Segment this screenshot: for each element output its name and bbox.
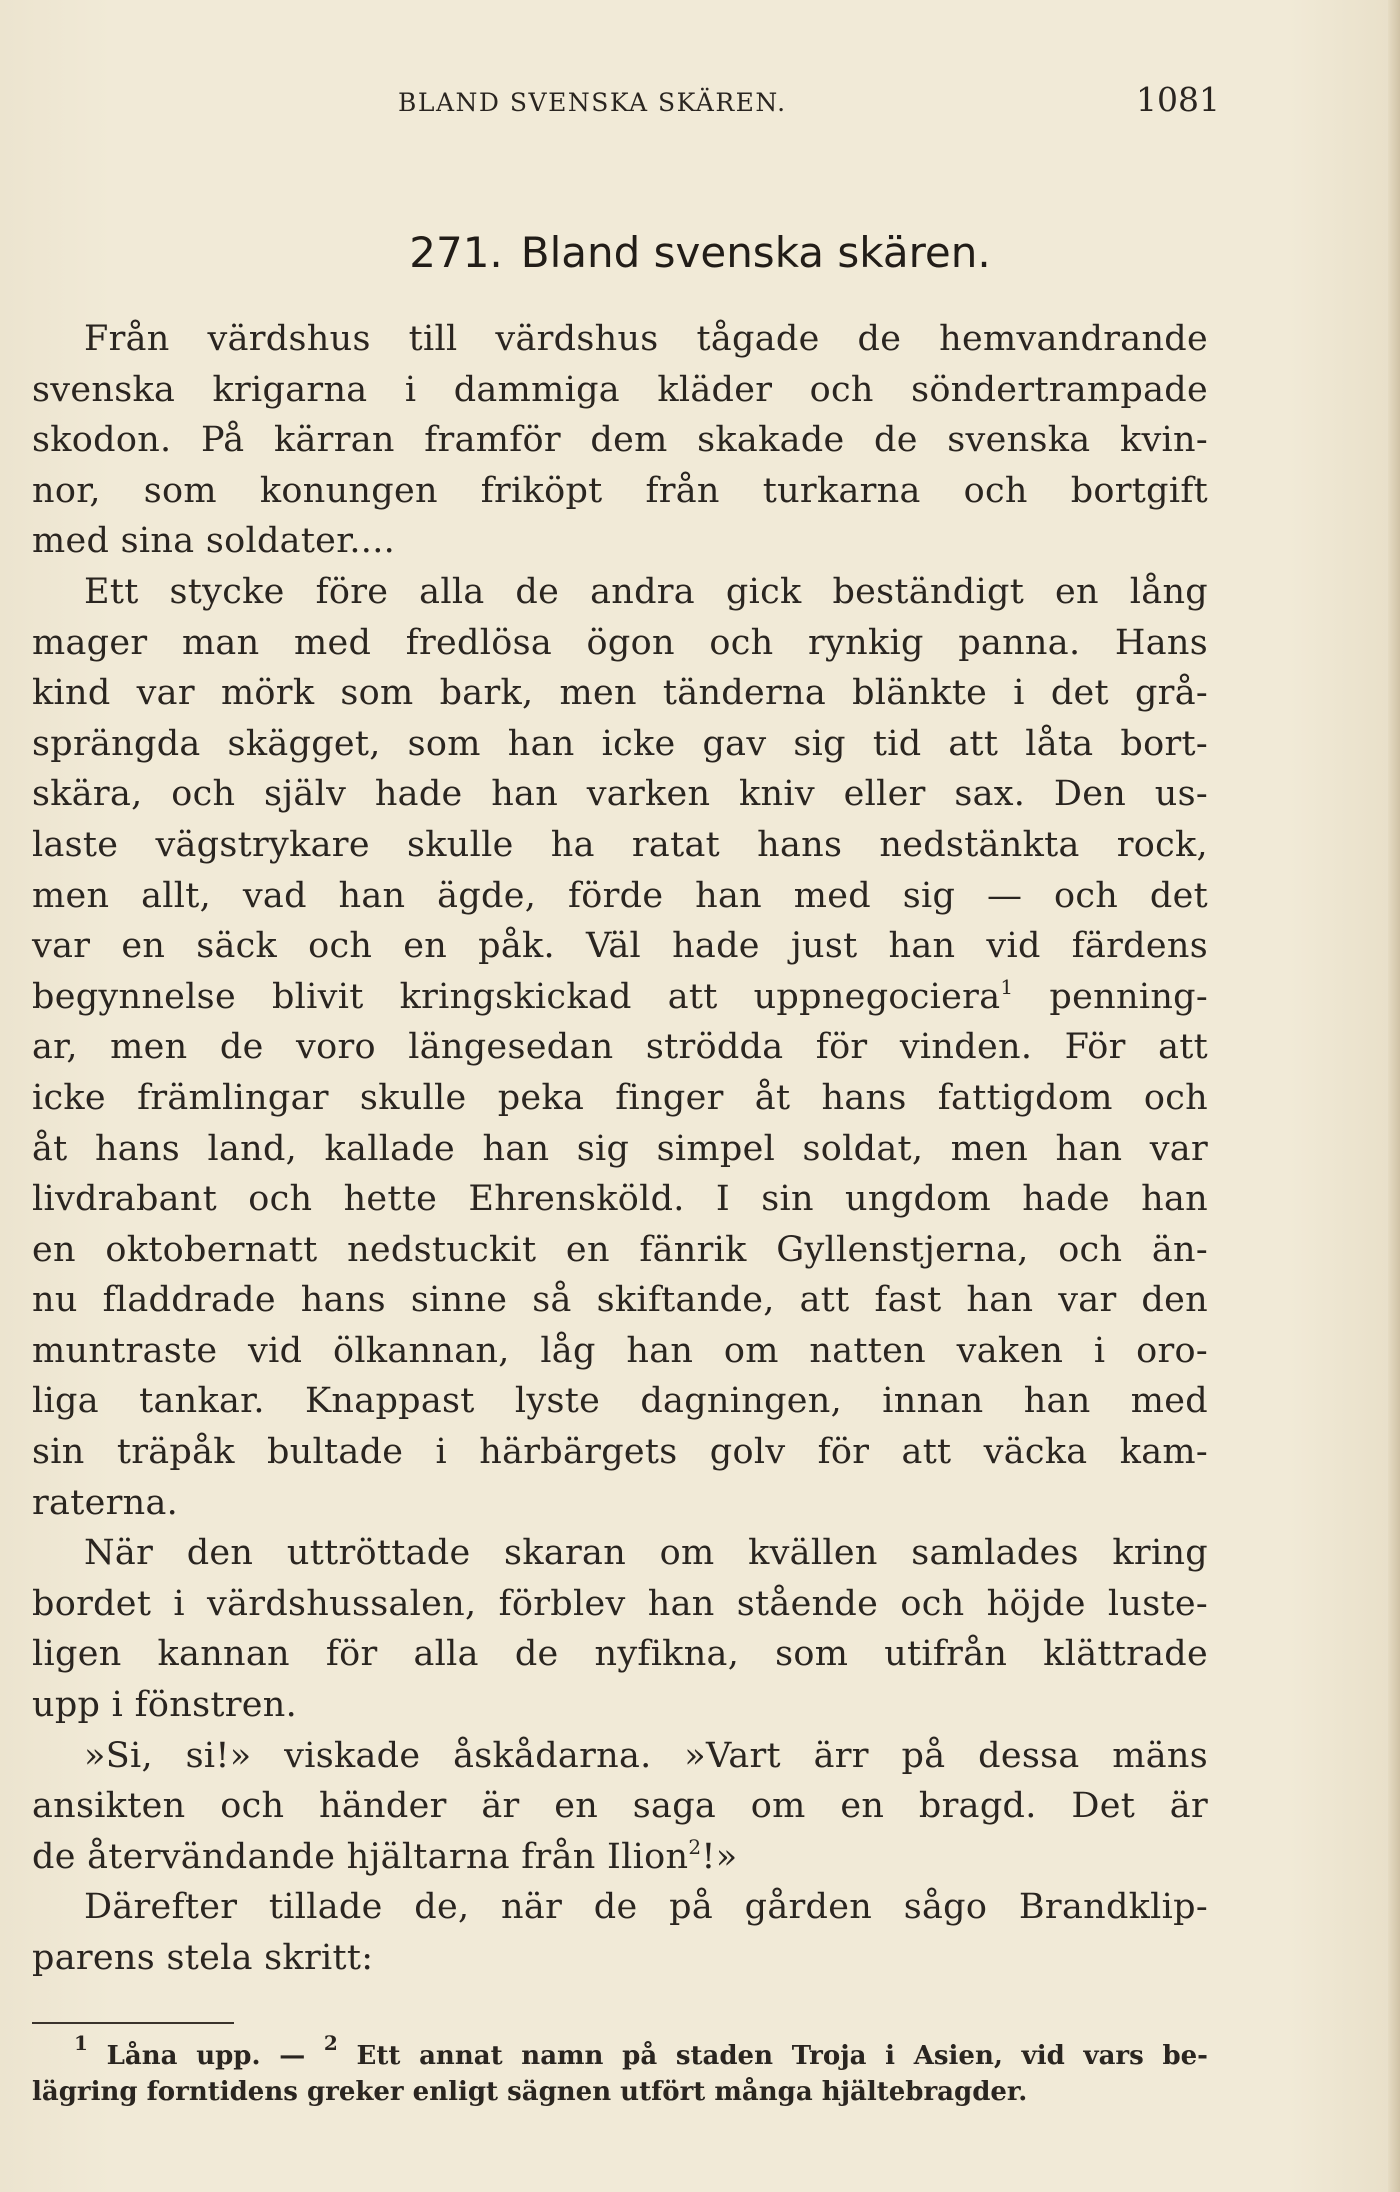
- text-line: sin träpåk bultade i härbärgets golv för att väcka kam-: [32, 1432, 1208, 1473]
- chapter-number: 271.: [409, 228, 503, 277]
- text-line: nor, som konungen friköpt från turkarna och bortgift: [32, 470, 1208, 511]
- footnote-number-2: 2: [323, 2031, 338, 2055]
- text-line-with-footnote-2: [32, 1832, 1208, 1883]
- footnote-separator: [32, 2022, 234, 2024]
- text-line: laste vägstrykare skulle ha ratat hans nedstänkta rock,: [32, 824, 1208, 865]
- text-line: Ett stycke före alla de andra gick beständigt en lång: [84, 571, 1208, 612]
- footnote-marker-1: 1: [1000, 974, 1014, 999]
- text-line: raterna.: [32, 1482, 179, 1523]
- text-line: livdrabant och hette Ehrensköld. I sin ungdom hade han: [32, 1179, 1208, 1220]
- text-line: skära, och själv hade han varken kniv eller sax. Den us-: [32, 774, 1208, 815]
- text-line: kind var mörk som bark, men tänderna blänkte i det grå-: [32, 673, 1208, 714]
- text-line: parens stela skritt:: [32, 1938, 374, 1978]
- text-line: Därefter tillade de, när de på gården sågo Brandklip-: [84, 1887, 1208, 1928]
- text-line: »Si, si!» viskade åskådarna. »Vart ärr på dessa mäns: [84, 1735, 1208, 1776]
- chapter-heading: [0, 228, 1400, 277]
- text-line: svenska krigarna i dammiga kläder och söndertrampade: [32, 369, 1208, 410]
- text-fragment: de återvändande hjältarna från Ilion: [32, 1836, 689, 1877]
- text-line: bordet i värdshussalen, förblev han stående och höjde luste-: [32, 1583, 1208, 1624]
- text-line: Från värdshus till värdshus tågade de hemvandrande: [84, 319, 1208, 359]
- page-number: 1081: [1136, 80, 1220, 119]
- text-line: muntraste vid ölkannan, låg han om natten vaken i oro-: [32, 1330, 1208, 1371]
- running-header-title: BLAND SVENSKA SKÄREN.: [398, 88, 787, 117]
- text-line: en oktobernatt nedstuckit en fänrik Gyllenstjerna, och än-: [32, 1229, 1208, 1270]
- text-line: ligen kannan för alla de nyfikna, som utifrån klättrade: [32, 1634, 1208, 1675]
- page-edge-shadow: [1388, 0, 1400, 2192]
- text-fragment: penning-: [1013, 976, 1208, 1017]
- footnote-1-text: Låna upp. —: [106, 2041, 306, 2071]
- text-line: var en säck och en påk. Väl hade just han vid färdens: [32, 926, 1208, 967]
- footnote-marker-2: 2: [688, 1834, 702, 1859]
- text-line: liga tankar. Knappast lyste dagningen, innan han med: [32, 1381, 1208, 1422]
- text-line: icke främlingar skulle peka finger åt hans fattigdom och: [32, 1077, 1208, 1118]
- footnote-number-1: 1: [74, 2031, 88, 2055]
- text-line: upp i fönstren.: [32, 1685, 298, 1726]
- text-line: ansikten och händer är en saga om en bragd. Det är: [32, 1786, 1208, 1827]
- footnotes: [32, 2031, 1208, 2110]
- text-line: mager man med fredlösa ögon och rynkig panna. Hans: [32, 622, 1208, 663]
- text-fragment: !»: [701, 1836, 738, 1877]
- text-line: ar, men de voro längesedan strödda för vinden. För att: [32, 1027, 1208, 1068]
- text-fragment: begynnelse blivit kringskickad att uppnegociera: [32, 976, 1001, 1017]
- text-line: åt hans land, kallade han sig simpel soldat, men han var: [32, 1128, 1208, 1169]
- footnote-line: [32, 2031, 1208, 2074]
- footnote-line: lägring forntidens greker enligt sägnen utfört många hjältebragder.: [32, 2077, 1028, 2107]
- text-line: skodon. På kärran framför dem skakade de svenska kvin-: [32, 420, 1208, 461]
- text-line-with-footnote-1: [32, 972, 1208, 1023]
- footnote-2-text: Ett annat namn på staden Troja i Asien, vid vars be-: [356, 2041, 1208, 2071]
- chapter-title-text: Bland svenska skären.: [520, 228, 991, 277]
- text-line: men allt, vad han ägde, förde han med sig — och det: [32, 875, 1208, 916]
- body-text: [32, 314, 1208, 1984]
- text-line: När den uttröttade skaran om kvällen samlades kring: [84, 1533, 1208, 1574]
- text-line: sprängda skägget, som han icke gav sig tid att låta bort-: [32, 723, 1208, 764]
- text-line: nu fladdrade hans sinne så skiftande, att fast han var den: [32, 1280, 1208, 1321]
- text-line: med sina soldater....: [32, 521, 396, 562]
